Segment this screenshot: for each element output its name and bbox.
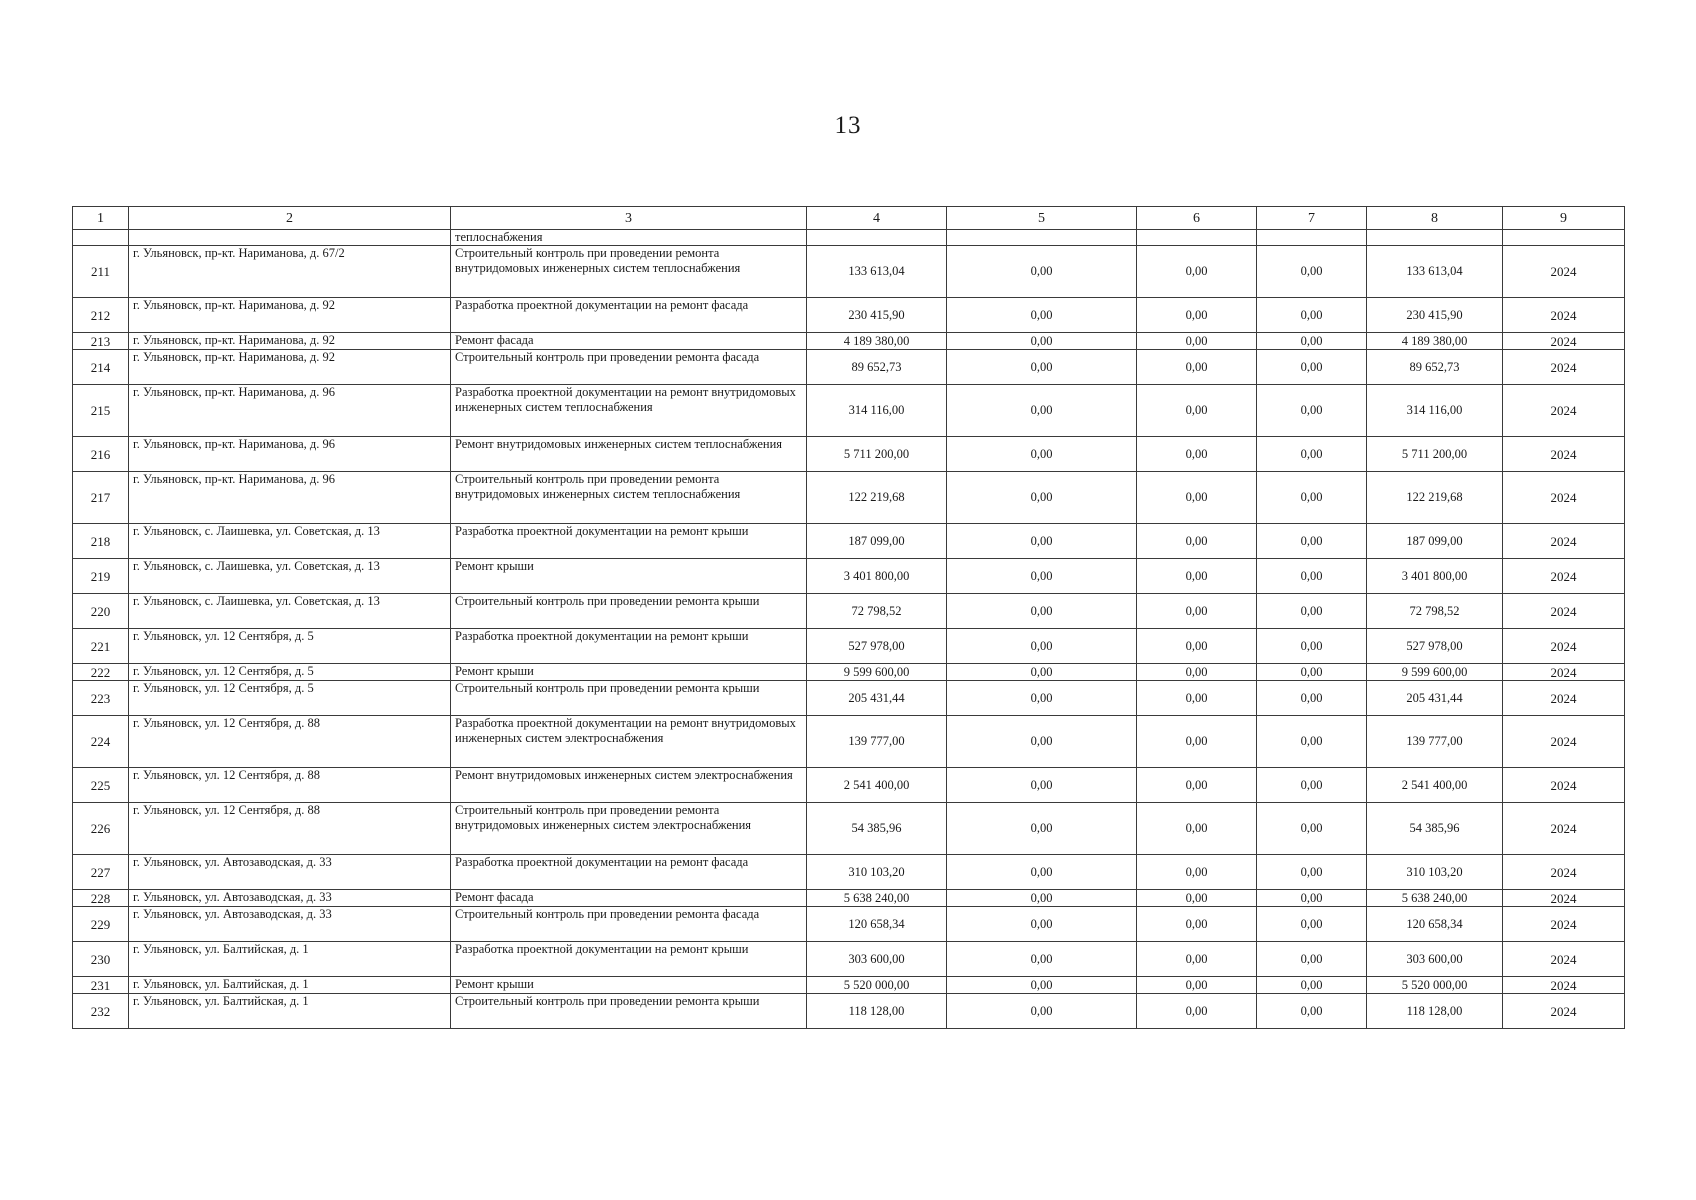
amount-col7-cell: 0,00 <box>1257 890 1367 907</box>
work-type-cell: Строительный контроль при проведении ремонта фасада <box>451 907 807 942</box>
amount-total-cell: 9 599 600,00 <box>807 664 947 681</box>
year-cell: 2024 <box>1503 803 1625 855</box>
row-number-cell: 214 <box>73 350 129 385</box>
amount-col5-cell: 0,00 <box>947 629 1137 664</box>
year-cell: 2024 <box>1503 994 1625 1029</box>
table-row <box>73 768 1625 803</box>
work-type-cell: Разработка проектной документации на ремонт внутридомовых инженерных систем теплоснабжения <box>451 385 807 437</box>
amount-col6-cell: 0,00 <box>1137 768 1257 803</box>
amount-col5-cell: 0,00 <box>947 942 1137 977</box>
row-number-cell: 217 <box>73 472 129 524</box>
work-type-cell: Ремонт внутридомовых инженерных систем электроснабжения <box>451 768 807 803</box>
amount-col8-cell: 5 638 240,00 <box>1367 890 1503 907</box>
amount-col8-cell: 314 116,00 <box>1367 385 1503 437</box>
amount-col6-cell: 0,00 <box>1137 333 1257 350</box>
amount-total-cell: 120 658,34 <box>807 907 947 942</box>
row-number-cell: 225 <box>73 768 129 803</box>
amount-col6-cell: 0,00 <box>1137 629 1257 664</box>
amount-col8-cell: 4 189 380,00 <box>1367 333 1503 350</box>
year-cell: 2024 <box>1503 246 1625 298</box>
work-type-cell: Разработка проектной документации на ремонт крыши <box>451 524 807 559</box>
amount-col5-cell: 0,00 <box>947 524 1137 559</box>
amount-total-cell: 3 401 800,00 <box>807 559 947 594</box>
address-cell: г. Ульяновск, пр-кт. Нариманова, д. 67/2 <box>129 246 451 298</box>
amount-col5-cell: 0,00 <box>947 977 1137 994</box>
amount-col7-cell: 0,00 <box>1257 977 1367 994</box>
year-cell: 2024 <box>1503 977 1625 994</box>
address-cell: г. Ульяновск, ул. Балтийская, д. 1 <box>129 977 451 994</box>
amount-col7-cell: 0,00 <box>1257 942 1367 977</box>
amount-col6-cell: 0,00 <box>1137 803 1257 855</box>
header-cell-1: 1 <box>73 207 129 230</box>
year-cell: 2024 <box>1503 768 1625 803</box>
row-number-cell: 223 <box>73 681 129 716</box>
table-row <box>73 994 1625 1029</box>
year-cell: 2024 <box>1503 594 1625 629</box>
amount-total-cell: 122 219,68 <box>807 472 947 524</box>
amount-col8-cell: 118 128,00 <box>1367 994 1503 1029</box>
amount-total-cell: 118 128,00 <box>807 994 947 1029</box>
year-cell: 2024 <box>1503 524 1625 559</box>
work-type-cell: Разработка проектной документации на ремонт фасада <box>451 855 807 890</box>
row-number-cell: 224 <box>73 716 129 768</box>
work-type-cell: Строительный контроль при проведении ремонта внутридомовых инженерных систем теплоснабжения <box>451 246 807 298</box>
amount-col5-cell: 0,00 <box>947 681 1137 716</box>
row-number-cell: 220 <box>73 594 129 629</box>
amount-col8-cell: 187 099,00 <box>1367 524 1503 559</box>
amount-col7-cell: 0,00 <box>1257 681 1367 716</box>
header-cell-7: 7 <box>1257 207 1367 230</box>
amount-total-cell: 310 103,20 <box>807 855 947 890</box>
amount-col6-cell: 0,00 <box>1137 907 1257 942</box>
amount-col6-cell: 0,00 <box>1137 559 1257 594</box>
continuation-cell <box>807 230 947 246</box>
work-type-cell: Ремонт фасада <box>451 333 807 350</box>
continuation-work-cell: теплоснабжения <box>451 230 807 246</box>
amount-col6-cell: 0,00 <box>1137 385 1257 437</box>
amount-col7-cell: 0,00 <box>1257 246 1367 298</box>
address-cell: г. Ульяновск, пр-кт. Нариманова, д. 96 <box>129 437 451 472</box>
amount-col5-cell: 0,00 <box>947 594 1137 629</box>
amount-total-cell: 5 520 000,00 <box>807 977 947 994</box>
continuation-num-cell <box>73 230 129 246</box>
address-cell: г. Ульяновск, ул. Балтийская, д. 1 <box>129 994 451 1029</box>
amount-col5-cell: 0,00 <box>947 559 1137 594</box>
address-cell: г. Ульяновск, с. Лаишевка, ул. Советская, д. 13 <box>129 594 451 629</box>
program-table-wrapper <box>72 206 1624 1029</box>
amount-col5-cell: 0,00 <box>947 803 1137 855</box>
table-row <box>73 942 1625 977</box>
amount-col5-cell: 0,00 <box>947 298 1137 333</box>
work-type-cell: Разработка проектной документации на ремонт фасада <box>451 298 807 333</box>
year-cell: 2024 <box>1503 559 1625 594</box>
header-cell-6: 6 <box>1137 207 1257 230</box>
address-cell: г. Ульяновск, с. Лаишевка, ул. Советская, д. 13 <box>129 524 451 559</box>
amount-col7-cell: 0,00 <box>1257 524 1367 559</box>
table-row <box>73 681 1625 716</box>
amount-total-cell: 54 385,96 <box>807 803 947 855</box>
header-cell-8: 8 <box>1367 207 1503 230</box>
amount-col8-cell: 54 385,96 <box>1367 803 1503 855</box>
row-number-cell: 211 <box>73 246 129 298</box>
work-type-cell: Строительный контроль при проведении ремонта крыши <box>451 994 807 1029</box>
address-cell: г. Ульяновск, ул. Автозаводская, д. 33 <box>129 855 451 890</box>
work-type-cell: Ремонт внутридомовых инженерных систем теплоснабжения <box>451 437 807 472</box>
amount-col7-cell: 0,00 <box>1257 333 1367 350</box>
amount-col8-cell: 133 613,04 <box>1367 246 1503 298</box>
amount-col8-cell: 527 978,00 <box>1367 629 1503 664</box>
year-cell: 2024 <box>1503 385 1625 437</box>
amount-col6-cell: 0,00 <box>1137 942 1257 977</box>
row-number-cell: 216 <box>73 437 129 472</box>
amount-col6-cell: 0,00 <box>1137 594 1257 629</box>
amount-col7-cell: 0,00 <box>1257 855 1367 890</box>
row-number-cell: 219 <box>73 559 129 594</box>
row-number-cell: 228 <box>73 890 129 907</box>
year-cell: 2024 <box>1503 855 1625 890</box>
row-number-cell: 230 <box>73 942 129 977</box>
amount-total-cell: 314 116,00 <box>807 385 947 437</box>
row-number-cell: 215 <box>73 385 129 437</box>
amount-col5-cell: 0,00 <box>947 890 1137 907</box>
address-cell: г. Ульяновск, ул. 12 Сентября, д. 5 <box>129 629 451 664</box>
amount-col6-cell: 0,00 <box>1137 524 1257 559</box>
amount-col6-cell: 0,00 <box>1137 716 1257 768</box>
table-row <box>73 298 1625 333</box>
amount-col8-cell: 3 401 800,00 <box>1367 559 1503 594</box>
amount-total-cell: 2 541 400,00 <box>807 768 947 803</box>
page-number: 13 <box>834 112 862 139</box>
row-number-cell: 226 <box>73 803 129 855</box>
work-type-cell: Строительный контроль при проведении ремонта внутридомовых инженерных систем электроснабжения <box>451 803 807 855</box>
amount-total-cell: 187 099,00 <box>807 524 947 559</box>
table-row <box>73 855 1625 890</box>
amount-total-cell: 133 613,04 <box>807 246 947 298</box>
work-type-cell: Строительный контроль при проведении ремонта фасада <box>451 350 807 385</box>
row-number-cell: 231 <box>73 977 129 994</box>
amount-col7-cell: 0,00 <box>1257 472 1367 524</box>
header-row <box>73 207 1625 230</box>
address-cell: г. Ульяновск, ул. 12 Сентября, д. 88 <box>129 768 451 803</box>
address-cell: г. Ульяновск, с. Лаишевка, ул. Советская, д. 13 <box>129 559 451 594</box>
continuation-cell <box>1503 230 1625 246</box>
year-cell: 2024 <box>1503 472 1625 524</box>
amount-col8-cell: 5 520 000,00 <box>1367 977 1503 994</box>
address-cell: г. Ульяновск, ул. Автозаводская, д. 33 <box>129 890 451 907</box>
year-cell: 2024 <box>1503 298 1625 333</box>
amount-total-cell: 205 431,44 <box>807 681 947 716</box>
amount-total-cell: 230 415,90 <box>807 298 947 333</box>
address-cell: г. Ульяновск, пр-кт. Нариманова, д. 96 <box>129 385 451 437</box>
work-type-cell: Ремонт фасада <box>451 890 807 907</box>
amount-col5-cell: 0,00 <box>947 246 1137 298</box>
address-cell: г. Ульяновск, пр-кт. Нариманова, д. 96 <box>129 472 451 524</box>
amount-col7-cell: 0,00 <box>1257 664 1367 681</box>
address-cell: г. Ульяновск, пр-кт. Нариманова, д. 92 <box>129 298 451 333</box>
amount-col7-cell: 0,00 <box>1257 437 1367 472</box>
table-row <box>73 629 1625 664</box>
amount-total-cell: 527 978,00 <box>807 629 947 664</box>
continuation-address-cell <box>129 230 451 246</box>
amount-col7-cell: 0,00 <box>1257 298 1367 333</box>
amount-col8-cell: 9 599 600,00 <box>1367 664 1503 681</box>
amount-col8-cell: 303 600,00 <box>1367 942 1503 977</box>
address-cell: г. Ульяновск, ул. 12 Сентября, д. 5 <box>129 664 451 681</box>
table-row <box>73 716 1625 768</box>
row-number-cell: 212 <box>73 298 129 333</box>
address-cell: г. Ульяновск, ул. 12 Сентября, д. 88 <box>129 716 451 768</box>
amount-col5-cell: 0,00 <box>947 385 1137 437</box>
header-cell-9: 9 <box>1503 207 1625 230</box>
table-row <box>73 803 1625 855</box>
amount-col5-cell: 0,00 <box>947 768 1137 803</box>
amount-col8-cell: 310 103,20 <box>1367 855 1503 890</box>
amount-col8-cell: 2 541 400,00 <box>1367 768 1503 803</box>
amount-col5-cell: 0,00 <box>947 716 1137 768</box>
amount-col6-cell: 0,00 <box>1137 246 1257 298</box>
header-cell-3: 3 <box>451 207 807 230</box>
table-row <box>73 350 1625 385</box>
continuation-cell <box>947 230 1137 246</box>
amount-col6-cell: 0,00 <box>1137 437 1257 472</box>
row-number-cell: 229 <box>73 907 129 942</box>
amount-col5-cell: 0,00 <box>947 350 1137 385</box>
table-body <box>73 230 1625 1029</box>
work-type-cell: Разработка проектной документации на ремонт крыши <box>451 942 807 977</box>
address-cell: г. Ульяновск, пр-кт. Нариманова, д. 92 <box>129 350 451 385</box>
year-cell: 2024 <box>1503 942 1625 977</box>
table-row <box>73 594 1625 629</box>
work-type-cell: Ремонт крыши <box>451 664 807 681</box>
row-number-cell: 218 <box>73 524 129 559</box>
amount-total-cell: 139 777,00 <box>807 716 947 768</box>
amount-col5-cell: 0,00 <box>947 664 1137 681</box>
amount-total-cell: 5 638 240,00 <box>807 890 947 907</box>
year-cell: 2024 <box>1503 890 1625 907</box>
amount-col8-cell: 139 777,00 <box>1367 716 1503 768</box>
row-number-cell: 213 <box>73 333 129 350</box>
table-row <box>73 385 1625 437</box>
row-number-cell: 221 <box>73 629 129 664</box>
amount-total-cell: 72 798,52 <box>807 594 947 629</box>
amount-col7-cell: 0,00 <box>1257 994 1367 1029</box>
amount-total-cell: 89 652,73 <box>807 350 947 385</box>
amount-col6-cell: 0,00 <box>1137 350 1257 385</box>
header-cell-4: 4 <box>807 207 947 230</box>
amount-col6-cell: 0,00 <box>1137 298 1257 333</box>
address-cell: г. Ульяновск, ул. Балтийская, д. 1 <box>129 942 451 977</box>
amount-col5-cell: 0,00 <box>947 994 1137 1029</box>
amount-col6-cell: 0,00 <box>1137 890 1257 907</box>
table-row <box>73 472 1625 524</box>
amount-col5-cell: 0,00 <box>947 855 1137 890</box>
address-cell: г. Ульяновск, ул. 12 Сентября, д. 88 <box>129 803 451 855</box>
amount-total-cell: 4 189 380,00 <box>807 333 947 350</box>
continuation-row <box>73 230 1625 246</box>
table-row <box>73 246 1625 298</box>
amount-col7-cell: 0,00 <box>1257 629 1367 664</box>
work-type-cell: Ремонт крыши <box>451 977 807 994</box>
amount-col7-cell: 0,00 <box>1257 907 1367 942</box>
amount-col7-cell: 0,00 <box>1257 716 1367 768</box>
year-cell: 2024 <box>1503 716 1625 768</box>
continuation-cell <box>1257 230 1367 246</box>
row-number-cell: 227 <box>73 855 129 890</box>
amount-col7-cell: 0,00 <box>1257 768 1367 803</box>
program-table <box>72 206 1625 1029</box>
header-cell-2: 2 <box>129 207 451 230</box>
amount-total-cell: 303 600,00 <box>807 942 947 977</box>
amount-col7-cell: 0,00 <box>1257 803 1367 855</box>
address-cell: г. Ульяновск, ул. Автозаводская, д. 33 <box>129 907 451 942</box>
amount-col6-cell: 0,00 <box>1137 472 1257 524</box>
work-type-cell: Ремонт крыши <box>451 559 807 594</box>
table-row <box>73 977 1625 994</box>
amount-col8-cell: 230 415,90 <box>1367 298 1503 333</box>
address-cell: г. Ульяновск, пр-кт. Нариманова, д. 92 <box>129 333 451 350</box>
continuation-cell <box>1137 230 1257 246</box>
table-row <box>73 333 1625 350</box>
table-row <box>73 890 1625 907</box>
amount-col5-cell: 0,00 <box>947 437 1137 472</box>
year-cell: 2024 <box>1503 437 1625 472</box>
work-type-cell: Строительный контроль при проведении ремонта крыши <box>451 594 807 629</box>
amount-col6-cell: 0,00 <box>1137 664 1257 681</box>
year-cell: 2024 <box>1503 350 1625 385</box>
table-row <box>73 524 1625 559</box>
amount-col6-cell: 0,00 <box>1137 681 1257 716</box>
year-cell: 2024 <box>1503 907 1625 942</box>
amount-col8-cell: 205 431,44 <box>1367 681 1503 716</box>
amount-col8-cell: 72 798,52 <box>1367 594 1503 629</box>
work-type-cell: Строительный контроль при проведении ремонта крыши <box>451 681 807 716</box>
amount-col8-cell: 122 219,68 <box>1367 472 1503 524</box>
header-cell-5: 5 <box>947 207 1137 230</box>
amount-col6-cell: 0,00 <box>1137 977 1257 994</box>
year-cell: 2024 <box>1503 629 1625 664</box>
address-cell: г. Ульяновск, ул. 12 Сентября, д. 5 <box>129 681 451 716</box>
row-number-cell: 232 <box>73 994 129 1029</box>
amount-col6-cell: 0,00 <box>1137 855 1257 890</box>
amount-total-cell: 5 711 200,00 <box>807 437 947 472</box>
amount-col7-cell: 0,00 <box>1257 350 1367 385</box>
year-cell: 2024 <box>1503 333 1625 350</box>
amount-col5-cell: 0,00 <box>947 333 1137 350</box>
table-row <box>73 664 1625 681</box>
year-cell: 2024 <box>1503 681 1625 716</box>
amount-col8-cell: 5 711 200,00 <box>1367 437 1503 472</box>
amount-col8-cell: 89 652,73 <box>1367 350 1503 385</box>
table-row <box>73 437 1625 472</box>
amount-col7-cell: 0,00 <box>1257 594 1367 629</box>
amount-col7-cell: 0,00 <box>1257 385 1367 437</box>
continuation-cell <box>1367 230 1503 246</box>
amount-col7-cell: 0,00 <box>1257 559 1367 594</box>
table-row <box>73 907 1625 942</box>
work-type-cell: Строительный контроль при проведении ремонта внутридомовых инженерных систем теплоснабжения <box>451 472 807 524</box>
amount-col8-cell: 120 658,34 <box>1367 907 1503 942</box>
amount-col5-cell: 0,00 <box>947 907 1137 942</box>
table-row <box>73 559 1625 594</box>
amount-col6-cell: 0,00 <box>1137 994 1257 1029</box>
row-number-cell: 222 <box>73 664 129 681</box>
amount-col5-cell: 0,00 <box>947 472 1137 524</box>
year-cell: 2024 <box>1503 664 1625 681</box>
work-type-cell: Разработка проектной документации на ремонт крыши <box>451 629 807 664</box>
work-type-cell: Разработка проектной документации на ремонт внутридомовых инженерных систем электроснабжения <box>451 716 807 768</box>
